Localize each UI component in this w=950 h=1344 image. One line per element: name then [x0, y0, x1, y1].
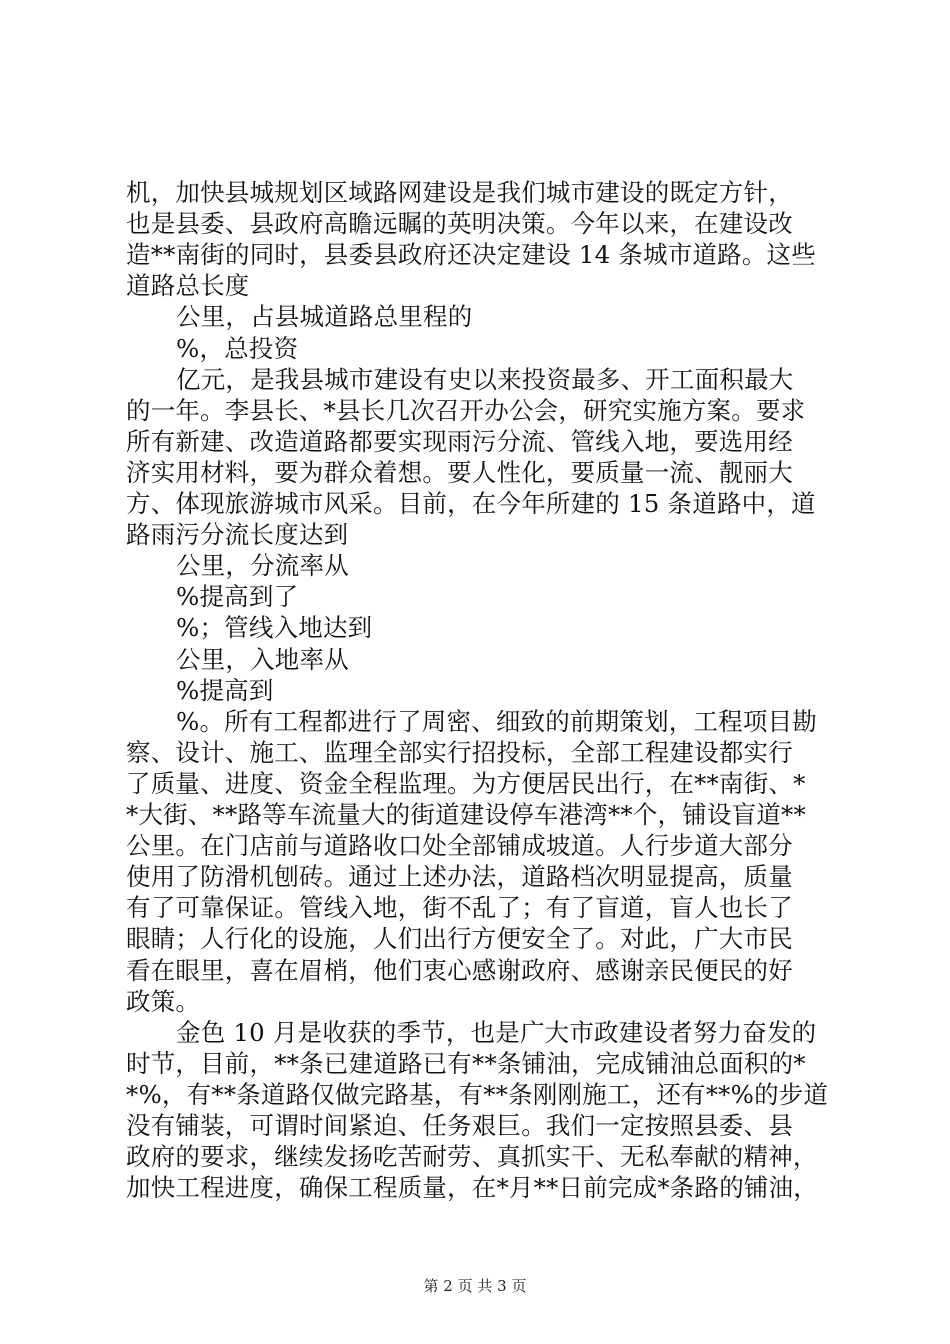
page-number: 第 2 页 共 3 页 — [423, 1277, 527, 1295]
body-line: 所有新建、改造道路都要实现雨污分流、管线入地，要选用经 — [126, 426, 793, 456]
body-line: *%，有**条道路仅做完路基，有**条刚刚施工，还有**%的步道 — [126, 1079, 829, 1109]
body-line: 使用了防滑机刨砖。通过上述办法，道路档次明显提高，质量 — [126, 862, 793, 892]
body-line: 公里。在门店前与道路收口处全部铺成坡道。人行步道大部分 — [126, 831, 793, 861]
body-line: %。所有工程都进行了周密、细致的前期策划，工程项目勘 — [176, 706, 817, 736]
body-line: 有了可靠保证。管线入地，街不乱了；有了盲道，盲人也长了 — [126, 893, 793, 923]
body-line: 金色 10 月是收获的季节，也是广大市政建设者努力奋发的 — [176, 1017, 817, 1047]
body-line: 政府的要求，继续发扬吃苦耐劳、真抓实干、无私奉献的精神， — [126, 1142, 818, 1172]
body-line: %提高到了 — [176, 582, 299, 612]
body-line: 的一年。李县长、*县长几次召开办公会，研究实施方案。要求 — [126, 395, 806, 425]
body-line: %提高到 — [176, 675, 274, 705]
body-line: 时节，目前，**条已建道路已有**条铺油，完成铺油总面积的* — [126, 1048, 806, 1078]
body-line: 造**南街的同时，县委县政府还决定建设 14 条城市道路。这些 — [126, 240, 816, 270]
body-line: 济实用材料，要为群众着想。要人性化，要质量一流、靓丽大 — [126, 457, 793, 487]
body-line: %，总投资 — [176, 333, 299, 363]
body-line: 也是县委、县政府高瞻远瞩的英明决策。今年以来，在建设改 — [126, 209, 793, 239]
body-line: *大街、**路等车流量大的街道建设停车港湾**个，铺设盲道** — [126, 800, 806, 829]
body-line: 方、体现旅游城市风采。目前，在今年所建的 15 条道路中，道 — [126, 489, 816, 518]
body-line: 路雨污分流长度达到 — [126, 520, 349, 550]
body-line: %；管线入地达到 — [176, 613, 373, 643]
body-line: 亿元，是我县城市建设有史以来投资最多、开工面积最大 — [176, 364, 794, 394]
body-line: 没有铺装，可谓时间紧迫、任务艰巨。我们一定按照县委、县 — [126, 1111, 793, 1140]
body-line: 公里，分流率从 — [176, 551, 349, 581]
body-line: 看在眼里，喜在眉梢，他们衷心感谢政府、感谢亲民便民的好 — [126, 955, 793, 985]
body-line: 机，加快县城规划区域路网建设是我们城市建设的既定方针， — [126, 178, 793, 207]
body-line: 了质量、进度、资金全程监理。为方便居民出行，在**南街、* — [126, 768, 806, 798]
body-line: 加快工程进度，确保工程质量，在*月**日前完成*条路的铺油， — [126, 1173, 818, 1203]
body-line: 公里，占县城道路总里程的 — [176, 302, 473, 332]
body-line: 政策。 — [126, 986, 201, 1016]
body-line: 察、设计、施工、监理全部实行招投标，全部工程建设都实行 — [126, 737, 793, 767]
body-line: 道路总长度 — [126, 271, 250, 301]
body-line: 眼睛；人行化的设施，人们出行方便安全了。对此，广大市民 — [126, 924, 793, 954]
body-line: 公里，入地率从 — [176, 644, 349, 674]
